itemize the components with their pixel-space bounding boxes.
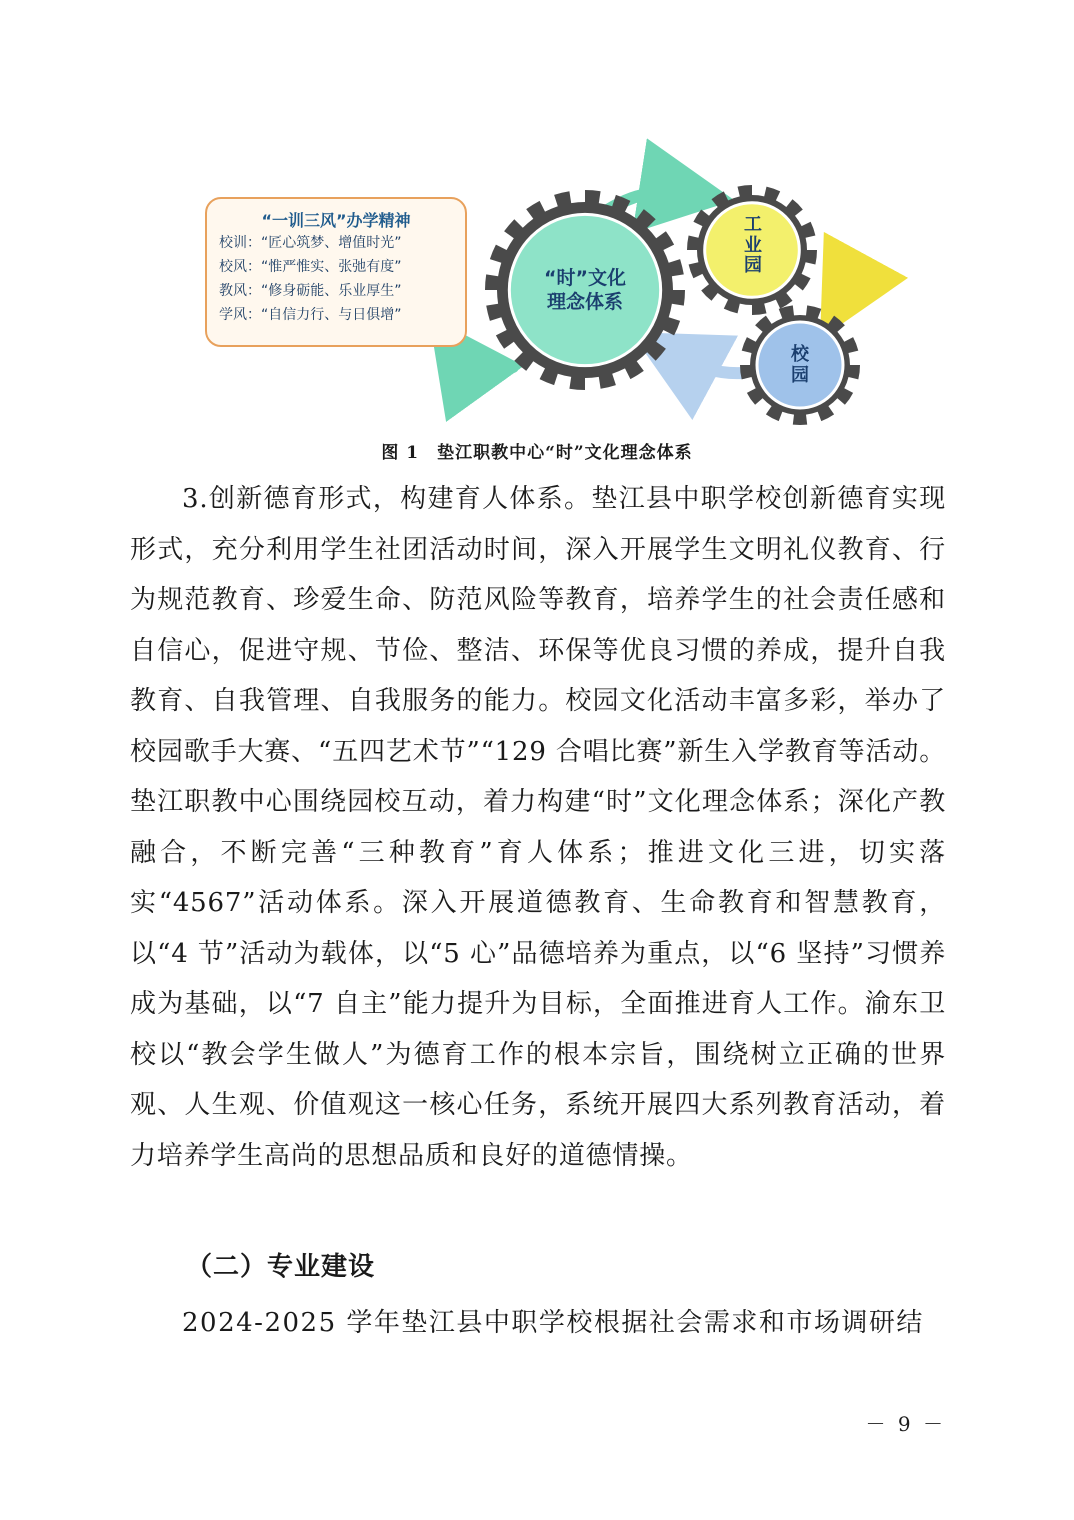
- main-gear-label-line2: 理念体系: [546, 290, 623, 313]
- motto-box: [205, 197, 467, 347]
- motto-school-motto: 校训：“匠心筑梦、增值时光”: [219, 235, 402, 251]
- motto-teaching-style: 教风：“修身砺能、乐业厚生”: [219, 283, 402, 299]
- arrow-industrial-to-campus: [830, 250, 847, 297]
- paragraph-specialty-construction: 2024-2025 学年垫江县中职学校根据社会需求和市场调研结: [182, 1308, 924, 1338]
- industrial-gear-label: [733, 215, 773, 277]
- industrial-gear-label-line1: 工: [744, 214, 762, 235]
- page-number: － 9 －: [865, 1412, 946, 1436]
- industrial-gear-label-line2: 业: [744, 234, 762, 256]
- paragraph-moral-education: 3.创新德育形式，构建育人体系。垫江县中职学校创新德育实现形式，充分利用学生社团活动时间，深入开展学生文明礼仪教育、行为规范教育、珍爱生命、防范风险等教育，培养学生的社会责任感和自信心，促进守规、节俭、整洁、环保等优良习惯的养成，提升自我教育、自我管理、自我服务的能力。校园文化活动丰富多彩，举办了校园歌手大赛、“五四艺术节”“129 合唱比赛”新生入学教育等活动。垫江职教中心围绕园校互动，着力构建“时”文化理念体系；深化产教融合，不断完善“三种教育”育人体系；推进文化三进，切实落实“4567”活动体系。深入开展道德教育、生命教育和智慧教育，以“4 节”活动为载体，以“5 心”品德培养为重点，以“6 坚持”习惯养成为基础，以“7 自主”能力提升为目标，全面推进育人工作。渝东卫校以“教会学生做人”为德育工作的根本宗旨，围绕树立正确的世界观、人生观、价值观这一核心任务，系统开展四大系列教育活动，着力培养学生高尚的思想品质和良好的道德情操。: [130, 484, 946, 1171]
- arrow-main-to-motto: [457, 355, 513, 371]
- campus-gear-label: [780, 345, 820, 386]
- figure-caption: 图 1 垫江职教中心“时”文化理念体系: [381, 443, 693, 463]
- campus-gear-label-line1: 校: [791, 344, 809, 365]
- section-heading: （二）专业建设: [186, 1252, 376, 1282]
- motto-title: “一训三风”办学精神: [261, 211, 411, 230]
- body-section: [130, 474, 946, 1181]
- motto-study-style: 学风：“自信力行、与日俱增”: [219, 307, 402, 323]
- main-gear-label-line1: “时”文化: [544, 267, 626, 289]
- campus-gear-label-line2: 园: [791, 364, 809, 386]
- main-gear-label: [520, 267, 650, 315]
- industrial-gear-label-line3: 园: [744, 255, 762, 277]
- culture-system-diagram: [195, 175, 875, 425]
- motto-school-style: 校风：“惟严惟实、张弛有度”: [219, 259, 402, 275]
- arrow-campus-to-main: [673, 355, 743, 373]
